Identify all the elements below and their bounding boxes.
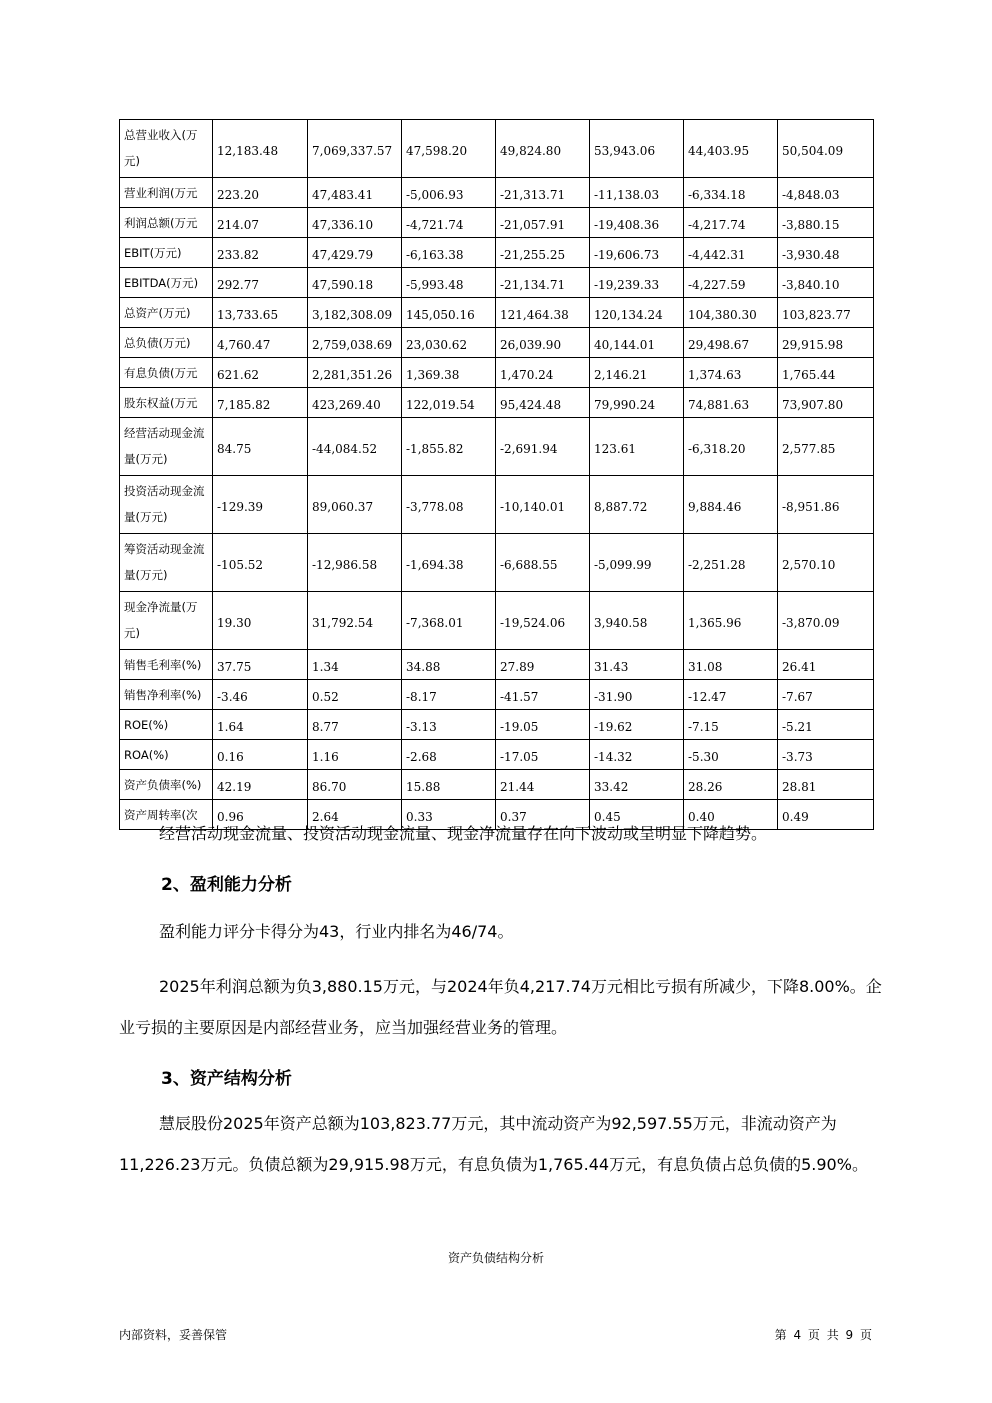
table-cell: 292.77 xyxy=(213,268,308,298)
table-cell: 8,887.72 xyxy=(590,476,684,534)
table-cell: -4,721.74 xyxy=(402,208,496,238)
table-row xyxy=(120,680,874,710)
table-cell: 223.20 xyxy=(213,178,308,208)
table-cell: -11,138.03 xyxy=(590,178,684,208)
table-cell: -7.67 xyxy=(778,680,874,710)
table-cell: 15.88 xyxy=(402,770,496,800)
table-cell: -8,951.86 xyxy=(778,476,874,534)
table-cell: 3,182,308.09 xyxy=(308,298,402,328)
table-cell: -3,840.10 xyxy=(778,268,874,298)
table-cell: 0.37 xyxy=(496,800,590,830)
table-row xyxy=(120,388,874,418)
row-label: 资产周转率(次 xyxy=(120,800,213,830)
table-cell: 79,990.24 xyxy=(590,388,684,418)
table-cell: 74,881.63 xyxy=(684,388,778,418)
table-cell: 123.61 xyxy=(590,418,684,476)
table-cell: -2,691.94 xyxy=(496,418,590,476)
table-cell: 1,470.24 xyxy=(496,358,590,388)
table-cell: 1,369.38 xyxy=(402,358,496,388)
table-cell: 122,019.54 xyxy=(402,388,496,418)
table-cell: -5.30 xyxy=(684,740,778,770)
table-cell: 29,498.67 xyxy=(684,328,778,358)
table-cell: 86.70 xyxy=(308,770,402,800)
table-cell: 26,039.90 xyxy=(496,328,590,358)
table-cell: -5.21 xyxy=(778,710,874,740)
table-cell: 49,824.80 xyxy=(496,120,590,178)
table-cell: -19,408.36 xyxy=(590,208,684,238)
table-cell: -4,217.74 xyxy=(684,208,778,238)
table-cell: -12.47 xyxy=(684,680,778,710)
table-cell: 0.40 xyxy=(684,800,778,830)
table-cell: -2,251.28 xyxy=(684,534,778,592)
asset-structure-paragraph: 慧辰股份2025年资产总额为103,823.77万元，其中流动资产为92,597.55万元，非流动资产为11,226.23万元。负债总额为29,915.98万元，有息负债为1,765.44万元，有息负债占总负债的5.90%。 xyxy=(119,1114,868,1174)
table-row xyxy=(120,268,874,298)
table-cell: 40,144.01 xyxy=(590,328,684,358)
table-cell: 1,365.96 xyxy=(684,592,778,650)
table-cell: 4,760.47 xyxy=(213,328,308,358)
table-row xyxy=(120,476,874,534)
table-cell: -21,057.91 xyxy=(496,208,590,238)
table-cell: -105.52 xyxy=(213,534,308,592)
table-cell: 621.62 xyxy=(213,358,308,388)
table-cell: 1.64 xyxy=(213,710,308,740)
table-cell: 28.81 xyxy=(778,770,874,800)
table-cell: -3,930.48 xyxy=(778,238,874,268)
row-label: 销售净利率(%) xyxy=(120,680,213,710)
table-cell: -14.32 xyxy=(590,740,684,770)
table-cell: 47,483.41 xyxy=(308,178,402,208)
table-cell: -12,986.58 xyxy=(308,534,402,592)
row-label: 股东权益(万元 xyxy=(120,388,213,418)
table-cell: 0.33 xyxy=(402,800,496,830)
profitability-score-paragraph: 盈利能力评分卡得分为43，行业内排名为46/74。 xyxy=(159,922,514,941)
table-cell: 121,464.38 xyxy=(496,298,590,328)
table-cell: 26.41 xyxy=(778,650,874,680)
table-cell: 47,429.79 xyxy=(308,238,402,268)
table-cell: 8.77 xyxy=(308,710,402,740)
row-label: 总资产(万元) xyxy=(120,298,213,328)
row-label: 有息负债(万元 xyxy=(120,358,213,388)
table-cell: 103,823.77 xyxy=(778,298,874,328)
table-cell: 9,884.46 xyxy=(684,476,778,534)
table-cell: -7,368.01 xyxy=(402,592,496,650)
table-cell: 31,792.54 xyxy=(308,592,402,650)
table-cell: 50,504.09 xyxy=(778,120,874,178)
table-cell: -10,140.01 xyxy=(496,476,590,534)
row-label: 经营活动现金流量(万元) xyxy=(120,418,213,476)
table-cell: -44,084.52 xyxy=(308,418,402,476)
row-label: 利润总额(万元 xyxy=(120,208,213,238)
table-cell: -19,606.73 xyxy=(590,238,684,268)
table-cell: -1,694.38 xyxy=(402,534,496,592)
row-label: ROA(%) xyxy=(120,740,213,770)
table-cell: 42.19 xyxy=(213,770,308,800)
section-2-heading: 2、盈利能力分析 xyxy=(161,875,292,895)
table-row xyxy=(120,178,874,208)
table-cell: 13,733.65 xyxy=(213,298,308,328)
table-cell: 1,765.44 xyxy=(778,358,874,388)
table-cell: 73,907.80 xyxy=(778,388,874,418)
table-row xyxy=(120,770,874,800)
table-cell: -4,848.03 xyxy=(778,178,874,208)
table-row xyxy=(120,328,874,358)
table-row xyxy=(120,208,874,238)
table-cell: -17.05 xyxy=(496,740,590,770)
table-cell: -6,163.38 xyxy=(402,238,496,268)
table-cell: 31.08 xyxy=(684,650,778,680)
table-row xyxy=(120,298,874,328)
table-cell: 3,940.58 xyxy=(590,592,684,650)
table-cell: 0.52 xyxy=(308,680,402,710)
table-cell: 12,183.48 xyxy=(213,120,308,178)
table-cell: 0.96 xyxy=(213,800,308,830)
table-cell: 0.16 xyxy=(213,740,308,770)
table-row xyxy=(120,650,874,680)
table-cell: 95,424.48 xyxy=(496,388,590,418)
table-row xyxy=(120,120,874,178)
table-cell: -21,313.71 xyxy=(496,178,590,208)
table-row xyxy=(120,418,874,476)
table-cell: -3,870.09 xyxy=(778,592,874,650)
row-label: ROE(%) xyxy=(120,710,213,740)
table-cell: -4,227.59 xyxy=(684,268,778,298)
table-cell: -4,442.31 xyxy=(684,238,778,268)
table-cell: 1.16 xyxy=(308,740,402,770)
table-cell: 28.26 xyxy=(684,770,778,800)
section-3-heading: 3、资产结构分析 xyxy=(161,1069,292,1089)
table-cell: 2,577.85 xyxy=(778,418,874,476)
table-cell: -8.17 xyxy=(402,680,496,710)
table-cell: 84.75 xyxy=(213,418,308,476)
table-cell: -1,855.82 xyxy=(402,418,496,476)
table-row xyxy=(120,238,874,268)
table-cell: -6,318.20 xyxy=(684,418,778,476)
table-cell: -21,255.25 xyxy=(496,238,590,268)
table-cell: 1.34 xyxy=(308,650,402,680)
table-cell: -31.90 xyxy=(590,680,684,710)
table-row xyxy=(120,592,874,650)
row-label: 现金净流量(万元) xyxy=(120,592,213,650)
table-cell: 1,374.63 xyxy=(684,358,778,388)
table-cell: -19.62 xyxy=(590,710,684,740)
row-label: 筹资活动现金流量(万元) xyxy=(120,534,213,592)
table-cell: 214.07 xyxy=(213,208,308,238)
table-cell: -5,006.93 xyxy=(402,178,496,208)
table-cell: -3,778.08 xyxy=(402,476,496,534)
table-cell: 2,759,038.69 xyxy=(308,328,402,358)
table-cell: 47,590.18 xyxy=(308,268,402,298)
financial-indicators-table xyxy=(119,119,874,830)
table-cell: -129.39 xyxy=(213,476,308,534)
table-cell: 2.64 xyxy=(308,800,402,830)
footer-confidential-note: 内部资料，妥善保管 xyxy=(119,1328,228,1342)
table-cell: 120,134.24 xyxy=(590,298,684,328)
table-cell: -5,993.48 xyxy=(402,268,496,298)
table-cell: 31.43 xyxy=(590,650,684,680)
table-cell: -6,334.18 xyxy=(684,178,778,208)
table-cell: 7,069,337.57 xyxy=(308,120,402,178)
table-row xyxy=(120,710,874,740)
row-label: EBITDA(万元) xyxy=(120,268,213,298)
table-cell: -21,134.71 xyxy=(496,268,590,298)
table-cell: 34.88 xyxy=(402,650,496,680)
table-cell: -7.15 xyxy=(684,710,778,740)
table-cell: 423,269.40 xyxy=(308,388,402,418)
table-cell: -3,880.15 xyxy=(778,208,874,238)
chart-caption: 资产负债结构分析 xyxy=(447,1251,544,1265)
table-cell: 21.44 xyxy=(496,770,590,800)
table-cell: 47,336.10 xyxy=(308,208,402,238)
table-cell: 47,598.20 xyxy=(402,120,496,178)
table-cell: 2,570.10 xyxy=(778,534,874,592)
cashflow-summary-paragraph: 经营活动现金流量、投资活动现金流量、现金净流量存在向下波动或呈明显下降趋势。 xyxy=(159,824,768,843)
table-cell: -19.05 xyxy=(496,710,590,740)
table-cell: 0.45 xyxy=(590,800,684,830)
table-cell: 145,050.16 xyxy=(402,298,496,328)
table-cell: 53,943.06 xyxy=(590,120,684,178)
row-label: EBIT(万元) xyxy=(120,238,213,268)
row-label: 营业利润(万元 xyxy=(120,178,213,208)
table-cell: 89,060.37 xyxy=(308,476,402,534)
table-cell: 2,146.21 xyxy=(590,358,684,388)
table-cell: -5,099.99 xyxy=(590,534,684,592)
row-label: 总负债(万元) xyxy=(120,328,213,358)
row-label: 资产负债率(%) xyxy=(120,770,213,800)
table-row xyxy=(120,534,874,592)
table-cell: 23,030.62 xyxy=(402,328,496,358)
table-cell: -19,524.06 xyxy=(496,592,590,650)
table-row xyxy=(120,358,874,388)
table-cell: -3.13 xyxy=(402,710,496,740)
table-cell: 104,380.30 xyxy=(684,298,778,328)
table-cell: 0.49 xyxy=(778,800,874,830)
table-cell: -3.46 xyxy=(213,680,308,710)
footer-page-number: 第 4 页 共 9 页 xyxy=(774,1328,872,1342)
row-label: 销售毛利率(%) xyxy=(120,650,213,680)
row-label: 投资活动现金流量(万元) xyxy=(120,476,213,534)
table-cell: 37.75 xyxy=(213,650,308,680)
table-row xyxy=(120,740,874,770)
table-cell: 44,403.95 xyxy=(684,120,778,178)
table-cell: -2.68 xyxy=(402,740,496,770)
table-cell: 29,915.98 xyxy=(778,328,874,358)
table-cell: -19,239.33 xyxy=(590,268,684,298)
table-cell: 27.89 xyxy=(496,650,590,680)
table-cell: -41.57 xyxy=(496,680,590,710)
table-cell: 7,185.82 xyxy=(213,388,308,418)
row-label: 总营业收入(万元) xyxy=(120,120,213,178)
table-cell: -3.73 xyxy=(778,740,874,770)
table-cell: 233.82 xyxy=(213,238,308,268)
table-cell: 2,281,351.26 xyxy=(308,358,402,388)
table-cell: -6,688.55 xyxy=(496,534,590,592)
profit-analysis-paragraph: 2025年利润总额为负3,880.15万元，与2024年负4,217.74万元相比亏损有所减少，下降8.00%。企业亏损的主要原因是内部经营业务，应当加强经营业务的管理。 xyxy=(119,977,882,1037)
table-cell: 33.42 xyxy=(590,770,684,800)
table-cell: 19.30 xyxy=(213,592,308,650)
